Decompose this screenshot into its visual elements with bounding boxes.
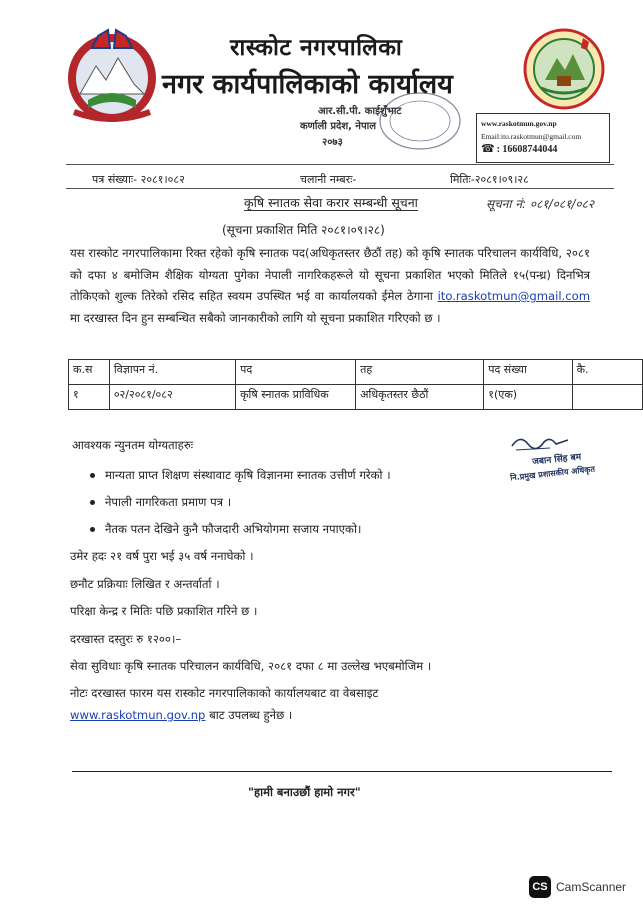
address-line-3: २०७३: [322, 137, 343, 148]
handwritten-reference: सूचना नं: ०८१/०८१/०८२: [486, 197, 595, 211]
table-cell: ०२/२०८१/०८२: [109, 385, 235, 410]
signatory-designation: नि.प्रमुख प्रशासकीय अधिकृत: [509, 464, 596, 483]
table-row: [69, 385, 643, 410]
table-header-cell: पद: [236, 360, 356, 385]
notice-paragraph: [70, 243, 590, 329]
bullet-icon: [90, 527, 95, 532]
selection-process: छनौट प्रक्रियाः लिखित र अन्तर्वार्ता ।: [70, 577, 220, 591]
note-line-2: [70, 708, 292, 723]
website-text: www.raskotmun.gov.np: [481, 119, 557, 128]
bullet-icon: [90, 473, 95, 478]
office-name: नगर कार्यपालिकाको कार्यालय: [162, 69, 453, 100]
office-stamp: [370, 88, 470, 154]
table-header-cell: तह: [356, 360, 484, 385]
letter-number: पत्र संख्याः- २०८१।०८२: [92, 173, 185, 186]
notice-title-text: कृषि स्नातक सेवा करार सम्बन्धी सूचना: [244, 195, 418, 210]
dispatch-number: चलानी नम्बरः-: [300, 173, 357, 186]
org-name: रास्कोट नगरपालिका: [230, 35, 403, 61]
paragraph-text-2: मा दरखास्त दिन हुन सम्बन्धित सबैको जानकारीको लागि यो सूचना प्रकाशित गरिएको छ ।: [70, 310, 441, 325]
table-header-cell: क.स: [69, 360, 110, 385]
table-cell: कृषि स्नातक प्राविधिक: [236, 385, 356, 410]
email-text: Email:ito.raskotmun@gmail.com: [481, 132, 582, 141]
requirement-text: नैतक पतन देखिने कुनै फौजदारी अभियोगमा सजाय नपाएको।: [105, 522, 362, 536]
signatory-name: जबान सिंह बम: [531, 452, 582, 468]
table-cell: १(एक): [484, 385, 572, 410]
table-cell: [572, 385, 642, 410]
footer-slogan: "हामी बनाउछौं हामो नगर": [248, 785, 361, 799]
service-facility: सेवा सुविधाः कृषि स्नातक परिचालन कार्यविधि, २०८१ दफा ८ मा उल्लेख भएबमोजिम ।: [70, 659, 432, 673]
address-line-2: कर्णाली प्रदेश, नेपाल: [300, 121, 377, 132]
requirement-item: [90, 468, 391, 483]
table-cell: अधिकृतस्तर छैठौं: [356, 385, 484, 410]
requirement-text: नेपाली नागरिकता प्रमाण पत्र ।: [105, 495, 232, 509]
requirement-item: [90, 522, 361, 537]
camscanner-badge: CS: [529, 876, 551, 898]
exam-center: परिक्षा केन्द्र र मितिः पछि प्रकाशित गरिने छ ।: [70, 604, 258, 618]
email-link[interactable]: ito.raskotmun@gmail.com: [437, 289, 591, 303]
age-limit: उमेर हदः २१ वर्ष पुरा भई ३५ वर्ष ननाघेको ।: [70, 549, 254, 563]
note-line-1: नोटः दरखास्त फारम यस रास्कोट नगरपालिकाको कार्यालयबाट वा वेबसाइट: [70, 686, 379, 700]
notice-title: [244, 194, 418, 211]
signature-block: [510, 432, 622, 498]
note-line-2-text: बाट उपलब्ध हुनेछ ।: [205, 708, 293, 722]
website-link[interactable]: www.raskotmun.gov.np: [70, 708, 206, 722]
requirement-text: मान्यता प्राप्त शिक्षण संस्थावाट कृषि विज्ञानमा स्नातक उत्तीर्ण गरेको ।: [105, 468, 391, 482]
vacancy-table: [68, 359, 643, 410]
requirement-item: [90, 495, 231, 510]
table-header-row: [69, 360, 643, 385]
published-date: (सूचना प्रकाशित मिति २०८१।०९।२८): [222, 223, 385, 237]
header-divider-top: [66, 164, 614, 165]
contact-box: [476, 113, 610, 163]
table-header-cell: पद संख्या: [484, 360, 572, 385]
application-fee: दरखास्त दस्तुरः रु १२००।–: [70, 632, 182, 646]
requirements-heading: आवश्यक न्युनतम योग्यताहरुः: [72, 438, 194, 452]
phone-number: : 16608744044: [496, 144, 558, 155]
municipality-logo: [523, 28, 605, 110]
phone-row: [481, 143, 605, 156]
table-header-cell: कै.: [572, 360, 642, 385]
phone-icon: ☎: [481, 143, 495, 155]
table-header-cell: विज्ञापन नं.: [109, 360, 235, 385]
camscanner-watermark: CamScanner: [556, 880, 627, 894]
header-divider-bottom: [66, 188, 614, 189]
table-cell: १: [69, 385, 110, 410]
footer-divider: [72, 771, 612, 772]
address-line-1: आर.सी.पी. काईशुँभाट: [318, 106, 402, 117]
paragraph-text-1: यस रास्कोट नगरपालिकामा रिक्त रहेको कृषि स्नातक पद(अधिकृतस्तर छैठौं तह) को कृषि स्नातक परिचालन कार्यविधि, २०८१ को दफा ४ बमोजिम शैक्षिक योग्यता पुगेका नेपाली नागरिकहरूले यो सूचना प्रकाशित भएको मितिले १५(पन्ध्र) दिनभित्र तोकिएको शुल्क तिरेको रसिद सहित स्वयम उपस्थित भई वा कार्यालयको ईमेल ठेगाना: [70, 246, 590, 303]
nepal-emblem-logo: [62, 22, 162, 126]
bullet-icon: [90, 500, 95, 505]
letter-date: मितिः-२०८१।०९।२८: [450, 173, 529, 186]
